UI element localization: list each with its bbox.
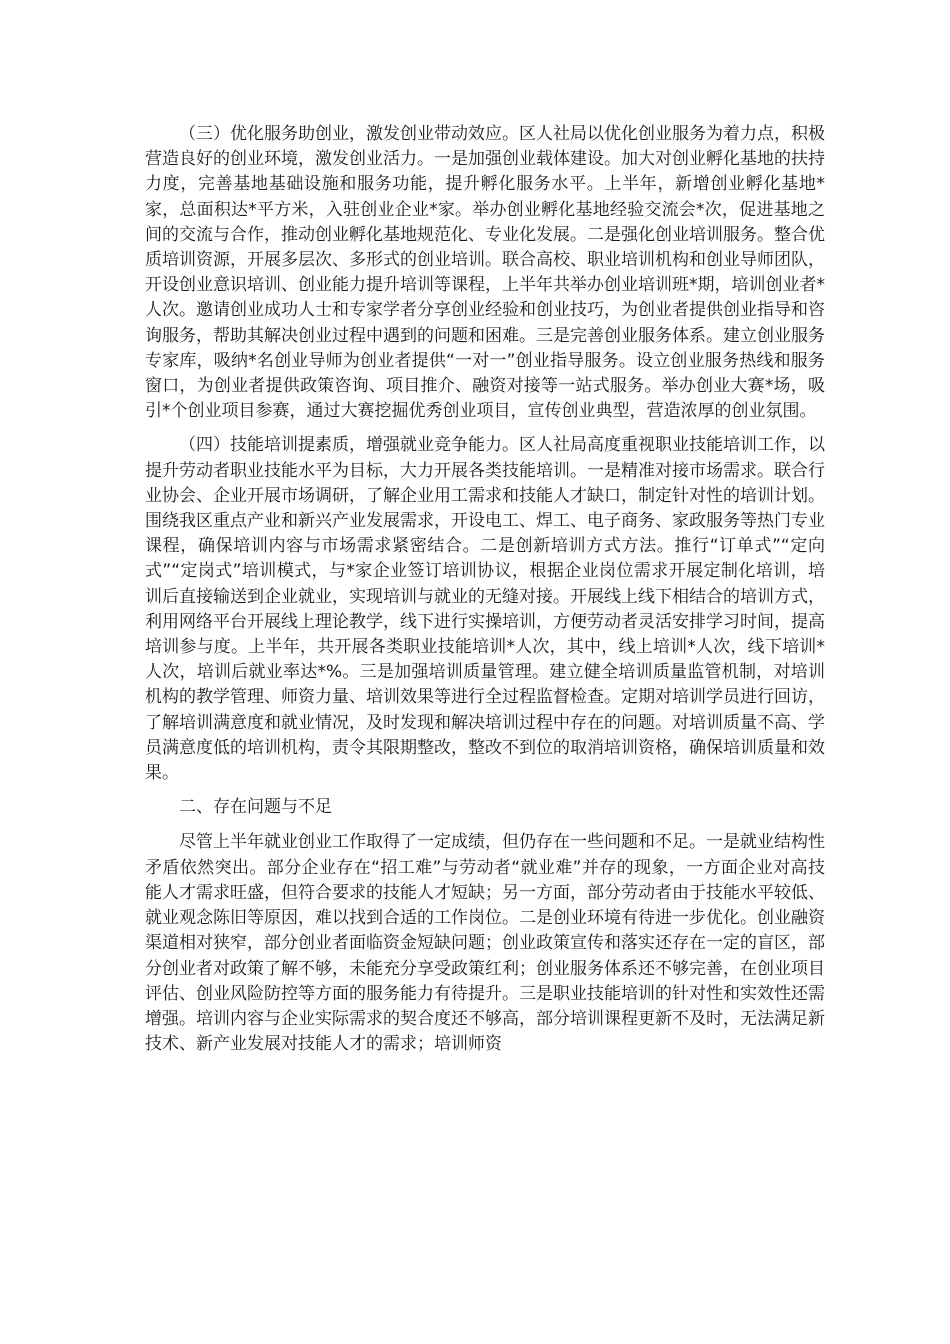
paragraph-problems: 尽管上半年就业创业工作取得了一定成绩，但仍存在一些问题和不足。一是就业结构性矛盾依然突出。部分企业存在“招工难”与劳动者“就业难”并存的现象，一方面企业对高技能人才需求旺盛，但符合要求的技能人才短缺；另一方面，部分劳动者由于技能水平较低、就业观念陈旧等原因，难以找到合适的工作岗位。二是创业环境有待进一步优化。创业融资渠道相对狭窄，部分创业者面临资金短缺问题；创业政策宣传和落实还存在一定的盲区，部分创业者对政策了解不够，未能充分享受政策红利；创业服务体系还不够完善，在创业项目评估、创业风险防控等方面的服务能力有待提升。三是职业技能培训的针对性和实效性还需增强。培训内容与企业实际需求的契合度还不够高，部分培训课程更新不及时，无法满足新技术、新产业发展对技能人才的需求；培训师资 [145,832,825,1055]
paragraph-service-entrepreneurship: （三）优化服务助创业，激发创业带动效应。区人社局以优化创业服务为着力点，积极营造良好的创业环境，激发创业活力。一是加强创业载体建设。加大对创业孵化基地的扶持力度，完善基地基础设施和服务功能，提升孵化服务水平。上半年，新增创业孵化基地*家，总面积达*平方米，入驻创业企业*家。举办创业孵化基地经验交流会*次，促进基地之间的交流与合作，推动创业孵化基地规范化、专业化发展。二是强化创业培训服务。整合优质培训资源，开展多层次、多形式的创业培训。联合高校、职业培训机构和创业导师团队，开设创业意识培训、创业能力提升培训等课程，上半年共举办创业培训班*期，培训创业者*人次。邀请创业成功人士和专家学者分享创业经验和创业技巧，为创业者提供创业指导和咨询服务，帮助其解决创业过程中遇到的问题和困难。三是完善创业服务体系。建立创业服务专家库，吸纳*名创业导师为创业者提供“一对一”创业指导服务。设立创业服务热线和服务窗口，为创业者提供政策咨询、项目推介、融资对接等一站式服务。举办创业大赛*场，吸引*个创业项目参赛，通过大赛挖掘优秀创业项目，宣传创业典型，营造浓厚的创业氛围。 [145,124,825,422]
document-body [145,122,825,1066]
paragraph-skills-training: （四）技能培训提素质，增强就业竞争能力。区人社局高度重视职业技能培训工作，以提升劳动者职业技能水平为目标，大力开展各类技能培训。一是精准对接市场需求。联合行业协会、企业开展市场调研，了解企业用工需求和技能人才缺口，制定针对性的培训计划。围绕我区重点产业和新兴产业发展需求，开设电工、焊工、电子商务、家政服务等热门专业课程，确保培训内容与市场需求紧密结合。二是创新培训方式方法。推行“订单式”“定向式”“定岗式”培训模式，与*家企业签订培训协议，根据企业岗位需求开展定制化培训，培训后直接输送到企业就业，实现培训与就业的无缝对接。开展线上线下相结合的培训方式，利用网络平台开展线上理论教学，线下进行实操培训，方便劳动者灵活安排学习时间，提高培训参与度。上半年，共开展各类职业技能培训*人次，其中，线上培训*人次，线下培训*人次，培训后就业率达*%。三是加强培训质量管理。建立健全培训质量监管机制，对培训机构的教学管理、师资力量、培训效果等进行全过程监督检查。定期对培训学员进行回访，了解培训满意度和就业情况，及时发现和解决培训过程中存在的问题。对培训质量不高、学员满意度低的培训机构，责令其限期整改，整改不到位的取消培训资格，确保培训质量和效果。 [145,435,825,784]
section-heading-problems: 二、存在问题与不足 [179,797,332,818]
